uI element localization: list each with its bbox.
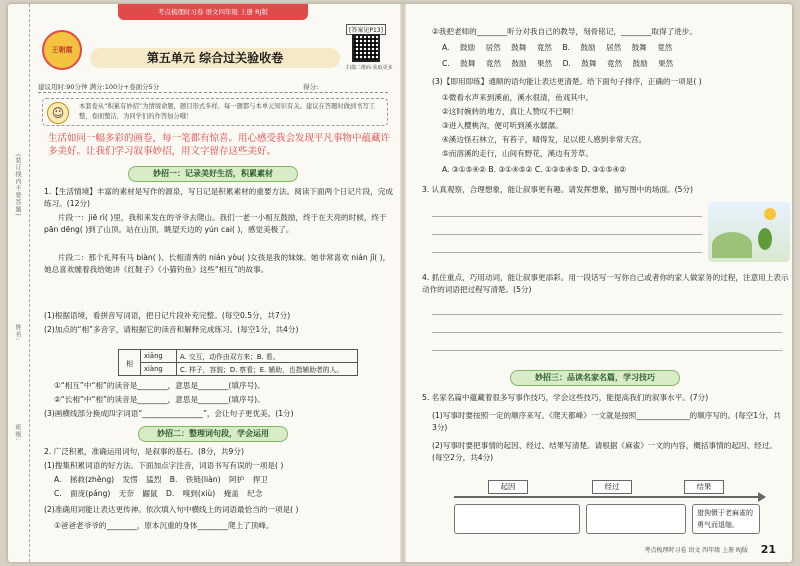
q1-passage-1: 片段一：jiē rì( )里，我和来发在的爷爷去爬山。我们一老一小相互鼓励，终于在天亮的时候，终于 pān dēng( )到了山顶。站在山顶，眺望天边的 yún cai( )，感觉美极了。 xyxy=(44,213,387,234)
q2-sub2-sentence2[interactable]: ②我把老师的________听分对我自己的教导，刻骨铭记，________取得了进步。 xyxy=(432,27,697,36)
option-text: A. 鼓励 xyxy=(442,43,476,52)
timeline-axis xyxy=(454,496,760,498)
q1-passage-2: 片段二：那个礼拜有马 biàn( )、长相清秀的 nián yòu( )女孩是我的妹妹。她非常喜欢 nián jǐ( )，她总喜欢缠着我给她讲《红鞋子》《小猫钓鱼》这些“相互”的故事。 xyxy=(44,253,391,274)
q5-stem: 5. 名家名篇中蕴藏着很多写事作技巧，学会这些技巧，能提高我们的叙事水平。(7分) xyxy=(422,393,709,402)
q2-sub2-options-row1[interactable] xyxy=(442,42,782,54)
option-text: 无奈 xyxy=(118,489,134,498)
hill-shape xyxy=(712,232,752,258)
arrow-right-icon xyxy=(758,492,766,502)
option-text: B. 铁链(liàn) xyxy=(169,475,221,484)
tree-icon xyxy=(758,228,772,250)
option-text: C. 鼓舞 xyxy=(442,59,476,68)
q5-sub2: (2)写事时要把事情的起因、经过、结果写清楚。请根据《麻雀》一文的内容，概括事情的起因、经过。(每空2分，共4分) xyxy=(432,441,777,462)
polyphone-table xyxy=(118,349,358,376)
q2-sub3-item: ④溪边怪石林立，有苔子，晴得发，足以使人感到非常天宫。 xyxy=(442,135,647,144)
option-text: 竟然 xyxy=(485,59,501,68)
answer-line[interactable] xyxy=(432,332,782,333)
section3-banner: 妙招三：品读名家名篇，学习技巧 xyxy=(510,370,680,386)
exam-spread xyxy=(8,4,792,562)
option-text: C. 面庞(páng) xyxy=(54,489,111,498)
table-cell: C. 样子，容貌；D. 察看；E. 辅助，也指辅助者的人。 xyxy=(177,363,358,376)
cause-answer-box[interactable] xyxy=(454,504,580,534)
table-cell: A. 交互，动作由双方来；B. 看。 xyxy=(177,350,358,363)
intro-text: 生活如同一幅多彩的画卷，每一笔都有惊喜。用心感受我会发现平凡事物中蕴藏许多美好。让我们学习叙事妙招，用文字留存这些美好。 xyxy=(48,133,391,157)
option-text: B. 鼓励 xyxy=(562,43,596,52)
table-row xyxy=(119,363,358,376)
result-box: 猎狗慑于老麻雀的勇气而退缩。 xyxy=(692,504,760,534)
mascot-icon: ☺ xyxy=(47,102,69,124)
q1-sub2: (2)加点的“相”多音字，请根据它的读音和解释完成练习。(每空1分，共4分) xyxy=(44,325,299,334)
answer-line[interactable] xyxy=(432,252,702,253)
binding-margin xyxy=(8,4,30,562)
binding-note: (装订线内不要答题) xyxy=(14,154,21,217)
process-answer-box[interactable] xyxy=(586,504,686,534)
option-text: 居然 xyxy=(485,43,501,52)
q3-stem: 3. 认真观察，合理想象，能让叙事更有趣。请发挥想象，描写图中的场面。(5分) xyxy=(422,185,694,194)
q1-sub1: (1)根据语境，看拼音写词语，把日记片段补充完整。(每空0.5分，共7分) xyxy=(44,311,291,320)
q1-stem: 1.【生活情境】丰富的素材是写作的源泉，写日记是积累素材的重要方法。阅读下面两个日记片段，完成练习。(12分) xyxy=(44,187,393,208)
timeline-label-process: 经过 xyxy=(592,480,632,494)
option-text: 捍卫 xyxy=(252,475,268,484)
option-text: A. 拯救(zhěng) xyxy=(54,475,115,484)
option-text: 果然 xyxy=(536,59,553,68)
option-text: 掩盖 xyxy=(223,489,239,498)
q2-sub3-stem: (3)【即用即练】通顺的语句能让表达更清楚。给下面句子排序，正确的一项是( ) xyxy=(432,77,702,86)
q2-sub2-sentence1[interactable]: ①爸爸老爷爷的________，原本沉重的身体________爬上了顶峰。 xyxy=(54,521,274,530)
scene-illustration xyxy=(708,202,790,262)
q2-options-row1[interactable] xyxy=(54,474,404,486)
option-text: 鼓舞 xyxy=(631,43,647,52)
option-text: 纪念 xyxy=(247,489,263,498)
table-row xyxy=(119,350,358,363)
option-text: 猛烈 xyxy=(146,475,162,484)
rule-text: 本套卷从“积累有妙招”为情境命题，题目形式多样，每一题都与本单元知识有关。建议在答题时做到书写工整，卷面整洁，为同学们的作答加分哦！ xyxy=(79,103,376,120)
page-title: 第五单元 综合过关验收卷 xyxy=(146,51,284,65)
top-band: 考点梳理时习卷 语文四年级 上册 RJ版 xyxy=(118,4,308,20)
left-page xyxy=(8,4,402,562)
qr-label: 扫描二维码·获取更多 xyxy=(346,65,393,71)
option-text: 竟然 xyxy=(536,43,552,52)
q2-sub3-item: ①微看水声来到溪前，溪水很清，鱼戏其中。 xyxy=(442,93,594,102)
option-text: 居然 xyxy=(605,43,622,52)
divider xyxy=(38,92,388,93)
q2-sub2-options-row2[interactable] xyxy=(442,58,782,70)
timeline-label-result: 结果 xyxy=(684,480,724,494)
table-cell: xiāng xyxy=(141,350,177,363)
rule-box xyxy=(42,98,388,126)
option-text: 发愣 xyxy=(122,475,138,484)
q1-sub2-a[interactable]: ①“相互”中“相”的读音是________，意思是________(填序号)。 xyxy=(54,381,265,390)
qr-code-icon xyxy=(352,34,380,62)
q1-sub2-b[interactable]: ②“长相”中“相”的读音是________，意思是________(填序号)。 xyxy=(54,395,265,404)
q2-sub3-item: ⑤而溶溪的走行，山间有野花，溪边有芳草。 xyxy=(442,149,594,158)
brand-logo: 王朝霞 xyxy=(42,30,82,70)
option-text: 鼓励 xyxy=(511,59,527,68)
answer-line[interactable] xyxy=(432,314,782,315)
sun-icon xyxy=(764,208,776,220)
answer-line[interactable] xyxy=(432,216,702,217)
option-text: 果然 xyxy=(658,59,674,68)
section2-banner: 妙招二：整理词句段，学会运用 xyxy=(138,426,288,442)
option-text: D. 鼓舞 xyxy=(562,59,597,68)
option-text: D. 嗅到(xiù) xyxy=(166,489,216,498)
footer-meta: 考点梳理时习卷 语文 四年级 上册 RJ版 xyxy=(644,547,748,554)
q2-sub3-item: ②这时婉转的地方，真让人赞叹不已啊！ xyxy=(442,107,578,116)
option-text: 鼓励 xyxy=(632,59,648,68)
q5-sub1[interactable]: (1)写事时要按照一定的顺序来写。《爬天都峰》一文就是按照______________的顺序写的。(每空1分，共3分) xyxy=(432,411,781,432)
name-label: 姓名: xyxy=(14,324,21,342)
class-label: 班级: xyxy=(14,424,21,442)
score-label: 得分: xyxy=(303,83,319,91)
q2-stem: 2. 广泛积累，准确运用词句，是叙事的基石。(8分，共9分) xyxy=(44,447,244,456)
option-text: 鼓舞 xyxy=(511,43,527,52)
q2-sub3-item: ③进入樱桃沟，便可听到溪水潺潺。 xyxy=(442,121,563,130)
q1-sub3[interactable]: (3)画横线部分换成四字词语“________________”，会让句子更优美。(1分) xyxy=(44,409,294,418)
meta-text: 建议用时:90分钟 满分:100分+卷面分5分 xyxy=(38,83,160,91)
answer-line[interactable] xyxy=(432,234,702,235)
q2-options-row2[interactable] xyxy=(54,488,404,500)
answer-ref: [答案见P13] xyxy=(346,24,386,35)
table-cell: xiàng xyxy=(141,363,177,376)
option-text: 鼹鼠 xyxy=(142,489,158,498)
page-number: 21 xyxy=(760,543,776,556)
exam-meta xyxy=(38,82,388,91)
option-text: 竟然 xyxy=(606,59,623,68)
q4-stem: 4. 抓住重点，巧用动词，能让叙事更添彩。用一段话写一写你自己或者你的家人做家务的过程，注意用上表示动作的词语把过程写清楚。(5分) xyxy=(422,273,789,294)
q2-sub2: (2)准确用词能让表达更传神。依次填入句中横线上的词语最恰当的一项是( ) xyxy=(44,505,299,514)
q2-sub3-options[interactable]: A. ③①⑤④② B. ③①④⑤② C. ①③⑤④⑤ D. ③①⑤④② xyxy=(442,165,627,174)
option-text: 竟然 xyxy=(657,43,673,52)
q2-sub1: (1)搜集积累词语的好方法。下面加点字注音，词语书写有误的一项是( ) xyxy=(44,461,284,470)
timeline-label-cause: 起因 xyxy=(488,480,528,494)
answer-line[interactable] xyxy=(432,350,782,351)
table-cell: 相 xyxy=(119,350,141,376)
option-text: 阿护 xyxy=(229,475,245,484)
section1-banner: 妙招一：记录美好生活，积累素材 xyxy=(128,166,298,182)
